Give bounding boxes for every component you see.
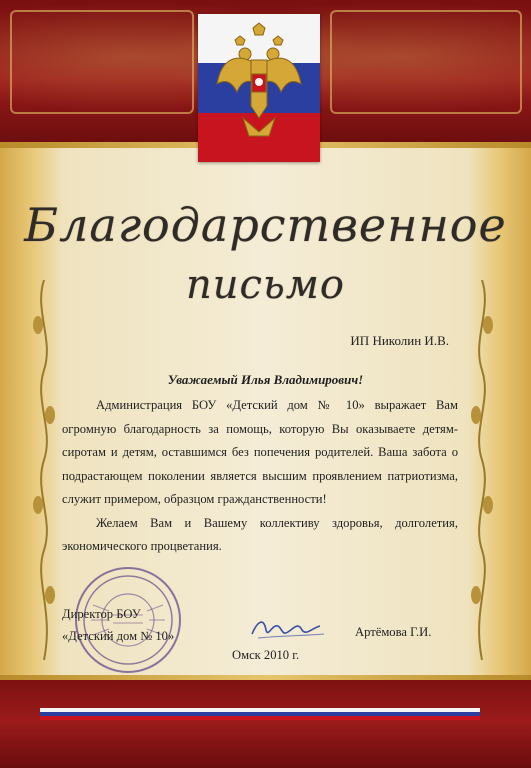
handwritten-signature-icon: [248, 612, 328, 644]
signer-position: [62, 603, 174, 647]
bottom-ornamental-banner: [0, 675, 531, 768]
tricolor-stripe: [40, 708, 480, 720]
recipient-name: ИП Николин И.В.: [350, 333, 449, 348]
right-ornament-panel: [330, 10, 522, 114]
right-side-ornament-icon: [470, 280, 494, 660]
left-side-ornament-icon: [32, 280, 56, 660]
greeting: Уважаемый Илья Владимирович!: [167, 372, 364, 387]
signer-position-line2: «Детский дом № 10»: [62, 629, 175, 643]
certificate-title-line1: Благодарственное: [24, 198, 507, 252]
coat-of-arms-icon: [213, 22, 305, 150]
body-paragraph-1: Администрация БОУ «Детский дом № 10» выражает Вам огромную благодарность за помощь, которую Вы оказываете детям-сиротам и детям, оставшимся без попечения родителей. Ваша забота о подрастающем поколении является высшим проявлением патриотизма, служит примером, образцом гражданственности!: [62, 398, 458, 506]
gold-border-bottom: [0, 675, 531, 680]
left-ornament-panel: [10, 10, 194, 114]
body-paragraph-2: Желаем Вам и Вашему коллективу здоровья, долголетия, экономического процветания.: [62, 515, 458, 553]
letter-body: [62, 394, 458, 559]
place-and-date: Омск 2010 г.: [232, 648, 300, 662]
signer-name: Артёмова Г.И.: [355, 625, 432, 639]
certificate-title-line2: письмо: [186, 262, 345, 308]
signer-position-line1: Директор БОУ: [62, 607, 141, 621]
